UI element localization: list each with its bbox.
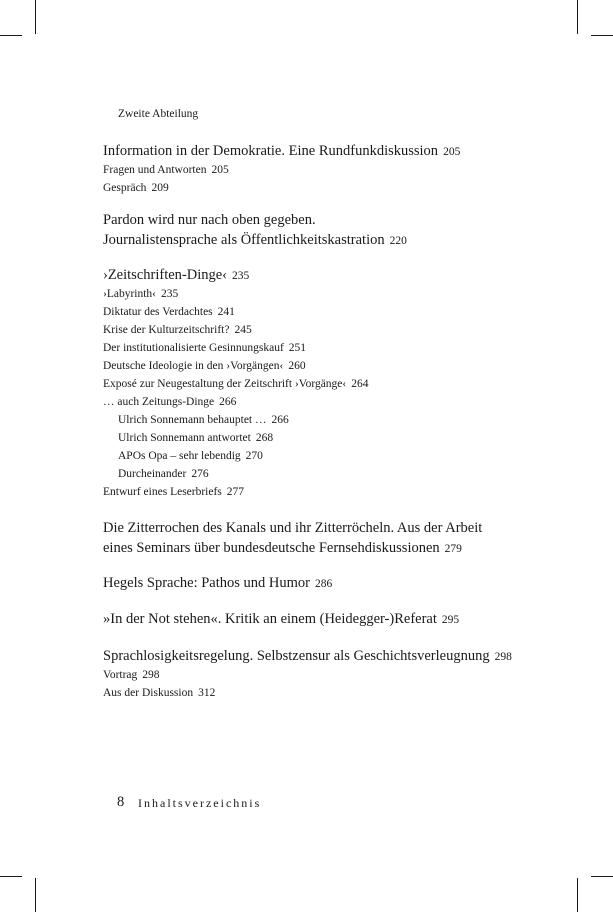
toc-entry-title: Pardon wird nur nach oben gegeben. <box>103 212 316 228</box>
toc-entry-title: Exposé zur Neugestaltung der Zeitschrift ›Vorgänge‹ <box>103 378 347 390</box>
toc-entry[interactable] <box>103 648 512 665</box>
toc-entry[interactable] <box>103 182 169 194</box>
toc-entry-page: 298 <box>142 669 160 681</box>
toc-entry-title: Aus der Diskussion <box>103 687 194 699</box>
toc-entry-title: Der institutionalisierte Gesinnungskauf <box>103 342 284 354</box>
toc-entry-title: Gespräch <box>103 182 147 194</box>
toc-entry-page: 235 <box>161 288 179 300</box>
toc-entry-title: Die Zitterrochen des Kanals und ihr Zitterröcheln. Aus der Arbeit <box>103 520 483 536</box>
toc-entry[interactable] <box>103 212 316 229</box>
toc-entry[interactable] <box>103 306 235 318</box>
crop-mark <box>577 0 578 34</box>
toc-entry-page: 266 <box>271 414 289 426</box>
toc-entry-page: 260 <box>288 360 306 372</box>
toc-entry[interactable] <box>103 288 178 300</box>
toc-entry-title: Fragen und Antworten <box>103 164 207 176</box>
toc-entry-page: 279 <box>444 543 462 555</box>
toc-entry-page: 241 <box>217 306 235 318</box>
toc-entry-page: 220 <box>389 235 407 247</box>
toc-entry[interactable] <box>118 432 273 444</box>
page-number: 8 <box>117 794 125 810</box>
toc-entry-title: Hegels Sprache: Pathos und Humor <box>103 575 310 591</box>
crop-mark <box>591 876 613 877</box>
crop-mark <box>0 876 22 877</box>
toc-entry-title: Information in der Demokratie. Eine Rundfunkdiskussion <box>103 143 439 159</box>
toc-entry[interactable] <box>103 540 462 557</box>
toc-entry-title: … auch Zeitungs-Dinge <box>103 396 215 408</box>
toc-entry-title: APOs Opa – sehr lebendig <box>118 450 241 462</box>
toc-entry-page: 245 <box>234 324 252 336</box>
toc-entry-page: 268 <box>255 432 274 444</box>
toc-entry-page: 276 <box>191 468 209 480</box>
toc-entry-page: 298 <box>494 651 512 663</box>
toc-entry-title: ›Labyrinth‹ <box>103 288 157 300</box>
toc-entry[interactable] <box>103 232 407 249</box>
toc-entry-page: 270 <box>245 450 263 462</box>
toc-entry[interactable] <box>103 687 215 699</box>
toc-entry[interactable] <box>103 378 369 390</box>
toc-entry-page: 286 <box>315 578 333 590</box>
toc-entry[interactable] <box>103 669 160 681</box>
toc-entry[interactable] <box>103 164 229 176</box>
toc-entry-title: Journalistensprache als Öffentlichkeitskastration <box>103 232 385 248</box>
toc-entry-title: Ulrich Sonnemann behauptet … <box>118 414 267 426</box>
toc-entry[interactable] <box>103 267 249 284</box>
toc-entry-title: eines Seminars über bundesdeutsche Fernsehdiskussionen <box>103 540 440 556</box>
toc-entry[interactable] <box>103 486 244 498</box>
toc-entry[interactable] <box>103 396 236 408</box>
toc-entry-page: 251 <box>288 342 307 354</box>
crop-mark <box>591 35 613 36</box>
crop-mark <box>35 878 36 912</box>
toc-entry-title: Deutsche Ideologie in den ›Vorgängen‹ <box>103 360 284 372</box>
toc-entry[interactable] <box>103 143 460 160</box>
toc-entry-title: Durcheinander <box>118 468 187 480</box>
toc-entry[interactable] <box>103 342 306 354</box>
toc-entry-page: 295 <box>441 614 460 626</box>
toc-entry-page: 266 <box>219 396 237 408</box>
toc-entry-page: 312 <box>198 687 216 699</box>
toc-entry[interactable] <box>103 520 482 537</box>
crop-mark <box>0 35 22 36</box>
crop-mark <box>577 878 578 912</box>
toc-entry-page: 235 <box>232 270 250 282</box>
running-footer-title: Inhaltsverzeichnis <box>138 796 262 810</box>
toc-entry-title: »In der Not stehen«. Kritik an einem (Heidegger-)Referat <box>103 611 437 627</box>
toc-entry-page: 209 <box>151 182 169 194</box>
toc-entry[interactable] <box>103 575 332 592</box>
toc-entry-page: 205 <box>443 146 461 158</box>
toc-entry-title: Entwurf eines Leserbriefs <box>103 486 222 498</box>
section-heading: Zweite Abteilung <box>118 108 199 120</box>
toc-entry-title: Vortrag <box>103 669 138 681</box>
toc-entry-title: Ulrich Sonnemann antwortet <box>118 432 251 444</box>
toc-entry-title: Krise der Kulturzeitschrift? <box>103 324 230 336</box>
toc-entry-title: ›Zeitschriften-Dinge‹ <box>103 267 228 283</box>
toc-entry-page: 205 <box>211 164 229 176</box>
toc-entry[interactable] <box>103 360 306 372</box>
toc-entry[interactable] <box>118 468 209 480</box>
toc-entry[interactable] <box>103 611 459 628</box>
crop-mark <box>35 0 36 34</box>
toc-entry[interactable] <box>118 450 263 462</box>
toc-entry[interactable] <box>118 414 289 426</box>
toc-entry-page: 277 <box>226 486 245 498</box>
toc-entry[interactable] <box>103 324 252 336</box>
toc-entry-title: Sprachlosigkeitsregelung. Selbstzensur als Geschichtsverleugnung <box>103 648 490 664</box>
toc-entry-title: Diktatur des Verdachtes <box>103 306 213 318</box>
toc-entry-page: 264 <box>351 378 369 390</box>
